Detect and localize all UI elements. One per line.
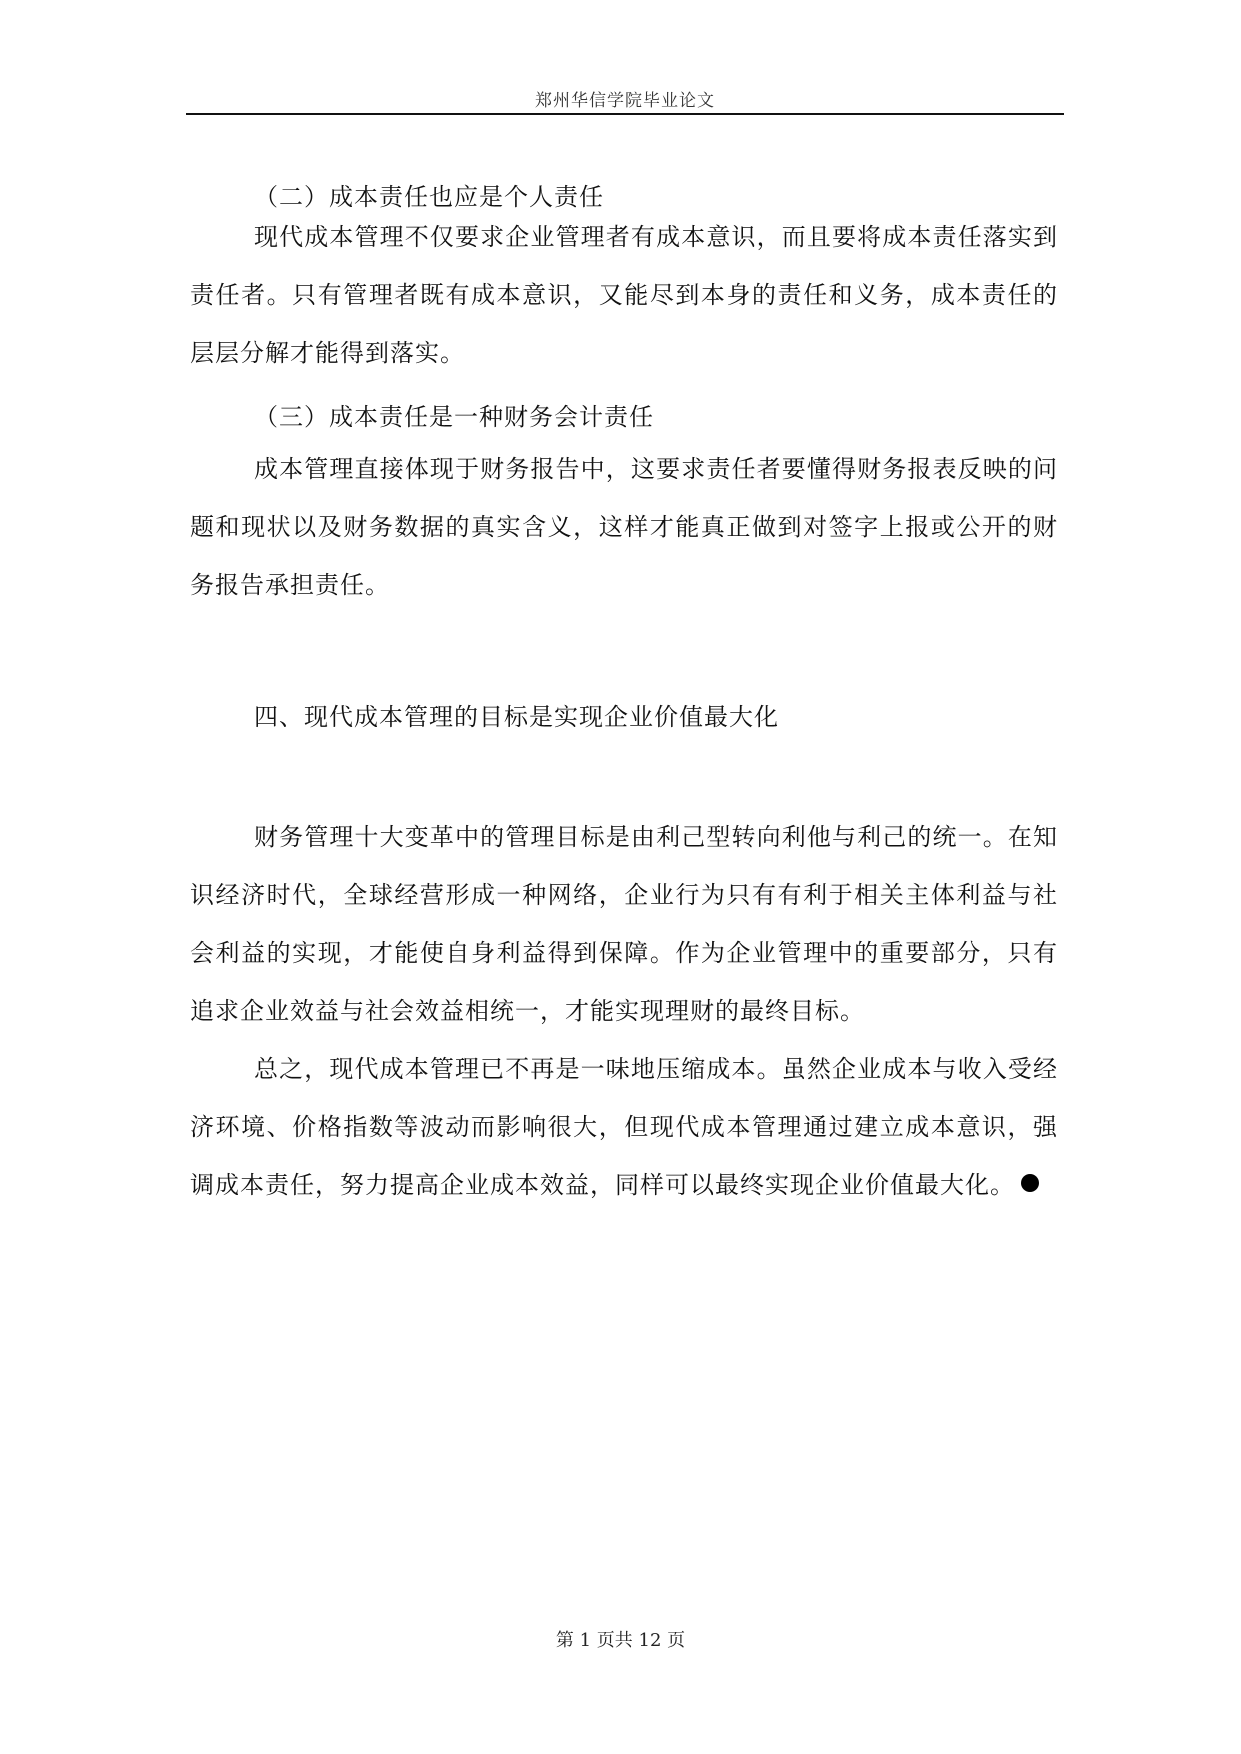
paragraph-conclusion	[190, 1040, 1058, 1214]
section-heading-4: 四、现代成本管理的目标是实现企业价值最大化	[254, 703, 779, 731]
paragraph-conclusion-text: 总之，现代成本管理已不再是一味地压缩成本。虽然企业成本与收入受经济环境、价格指数等波动而影响很大，但现代成本管理通过建立成本意识，强调成本责任，努力提高企业成本效益，同样可以最终实现企业价值最大化。	[190, 1055, 1058, 1199]
end-of-article-bullet-icon	[1021, 1174, 1039, 1192]
page-number-footer: 第 1 页共 12 页	[555, 1630, 686, 1651]
paragraph: 现代成本管理不仅要求企业管理者有成本意识，而且要将成本责任落实到责任者。只有管理者既有成本意识，又能尽到本身的责任和义务，成本责任的层层分解才能得到落实。	[190, 223, 1058, 367]
section-heading-2: （二）成本责任也应是个人责任	[254, 183, 604, 211]
paragraph: 财务管理十大变革中的管理目标是由利己型转向利他与利己的统一。在知识经济时代，全球经营形成一种网络，企业行为只有有利于相关主体利益与社会利益的实现，才能使自身利益得到保障。作为企业管理中的重要部分，只有追求企业效益与社会效益相统一，才能实现理财的最终目标。	[190, 823, 1058, 1025]
page-header-title: 郑州华信学院毕业论文	[535, 91, 715, 111]
section-4-body	[190, 808, 1058, 1214]
header-divider	[186, 113, 1064, 115]
section-3-body	[190, 440, 1058, 614]
section-2-body	[190, 208, 1058, 382]
section-heading-3: （三）成本责任是一种财务会计责任	[254, 403, 654, 431]
paragraph: 成本管理直接体现于财务报告中，这要求责任者要懂得财务报表反映的问题和现状以及财务数据的真实含义，这样才能真正做到对签字上报或公开的财务报告承担责任。	[190, 455, 1058, 599]
